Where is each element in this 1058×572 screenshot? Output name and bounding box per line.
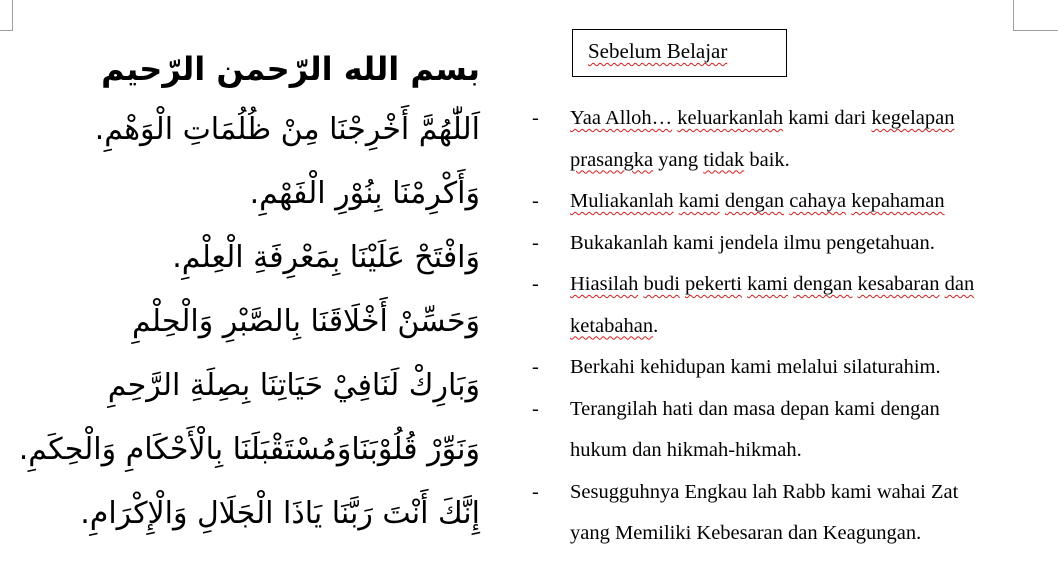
bullet-dash: - bbox=[532, 231, 539, 254]
spellcheck-flagged-word: pekerti bbox=[685, 273, 742, 295]
bullet-dash: - bbox=[532, 356, 539, 378]
spellcheck-flagged-word: prasangka bbox=[570, 148, 654, 171]
spellcheck-flagged-word: kami bbox=[678, 190, 720, 212]
page-corner-mark-left bbox=[0, 0, 13, 31]
translation-item bbox=[528, 347, 1048, 389]
translation-line bbox=[570, 223, 1048, 265]
spellcheck-flagged-word: dengan bbox=[793, 273, 853, 295]
translation-line bbox=[570, 181, 1048, 223]
translation-line bbox=[570, 264, 1048, 306]
translation-line bbox=[570, 513, 1048, 555]
bullet-dash: - bbox=[532, 480, 539, 503]
spellcheck-flagged-word: ketabahan bbox=[570, 314, 654, 337]
spellcheck-flagged-word: kepahaman bbox=[851, 190, 945, 212]
basmala-title: بسم الله الرّحمن الرّحيم bbox=[101, 50, 480, 88]
translation-line bbox=[570, 389, 1048, 431]
text-run: Bukakanlah kami jendela ilmu pengetahuan. bbox=[570, 231, 935, 254]
translation-line bbox=[570, 472, 1048, 514]
translation-item bbox=[528, 223, 1048, 265]
translation-item bbox=[528, 389, 1048, 472]
translation-line bbox=[570, 306, 1048, 348]
arabic-line: وَنَوِّرْ قُلُوْبَنَاوَمُسْتَقْبَلَنَا بِالْأَحْكَامِ وَالْحِكَمِ. bbox=[18, 432, 480, 467]
spellcheck-flagged-word: kami bbox=[747, 273, 789, 295]
arabic-line: وَحَسِّنْ أَخْلَاقَنَا بِالصَّبْرِ وَالْحِلْمِ bbox=[131, 304, 480, 339]
spellcheck-flagged-word: Muliakanlah bbox=[570, 190, 674, 212]
spellcheck-flagged-word: budi bbox=[643, 273, 680, 295]
text-run: baik. bbox=[744, 148, 790, 171]
arabic-line: وَأَكْرِمْنَا بِنُوْرِ الْفَهْمِ. bbox=[249, 176, 480, 211]
translation-item bbox=[528, 98, 1048, 181]
spellcheck-flagged-word: keluarkanlah bbox=[677, 107, 784, 129]
translation-line bbox=[570, 430, 1048, 472]
spellcheck-flagged-word: Yaa Alloh… bbox=[570, 107, 673, 129]
spellcheck-flagged-word: cahaya bbox=[789, 190, 847, 212]
text-run: yang bbox=[653, 148, 704, 171]
bullet-dash: - bbox=[532, 190, 539, 212]
spellcheck-flagged-word: dan bbox=[944, 273, 975, 295]
bullet-dash: - bbox=[532, 397, 539, 420]
arabic-line: وَبَارِكْ لَنَافِيْ حَيَاتِنَا بِصِلَةِ الرَّحِمِ bbox=[107, 368, 480, 403]
arabic-line: إِنَّكَ أَنْتَ رَبَّنَا يَاذَا الْجَلَالِ وَالْإِكْرَامِ. bbox=[80, 496, 480, 531]
spellcheck-flagged-word: kegelapan bbox=[871, 107, 955, 129]
heading-title: Sebelum Belajar bbox=[588, 39, 728, 63]
translation-item bbox=[528, 181, 1048, 223]
spellcheck-flagged-word: kesabaran bbox=[857, 273, 940, 295]
bullet-dash: - bbox=[532, 273, 539, 295]
text-run: . bbox=[653, 314, 659, 337]
text-run: Terangilah hati dan masa depan kami dengan bbox=[570, 397, 940, 420]
page-corner-mark-right bbox=[1013, 0, 1058, 31]
spellcheck-flagged-word: dengan bbox=[724, 190, 785, 212]
translation-line bbox=[570, 140, 1048, 182]
translation-line bbox=[570, 98, 1048, 140]
text-run: yang Memiliki Kebesaran dan Keagungan. bbox=[570, 522, 922, 544]
translation-list bbox=[528, 98, 1048, 555]
translation-item bbox=[528, 264, 1048, 347]
arabic-prayer bbox=[10, 40, 480, 546]
arabic-line: اَللّٰهُمَّ أَخْرِجْنَا مِنْ ظُلُمَاتِ الْوَهْمِ. bbox=[94, 112, 480, 147]
text-run: Sesugguhnya Engkau lah Rabb kami wahai Zat bbox=[570, 480, 959, 503]
text-run: kami dari bbox=[783, 107, 872, 129]
text-run: Berkahi kehidupan kami melalui silaturahim. bbox=[570, 356, 941, 378]
spellcheck-flagged-word: Hiasilah bbox=[570, 273, 639, 295]
spellcheck-flagged-word: tidak bbox=[703, 148, 745, 171]
translation-item bbox=[528, 472, 1048, 555]
text-run: hukum dan hikmah-hikmah. bbox=[570, 439, 802, 461]
arabic-line: وَافْتَحْ عَلَيْنَا بِمَعْرِفَةِ الْعِلْمِ. bbox=[172, 240, 480, 275]
translation-line bbox=[570, 347, 1048, 389]
heading-text-box bbox=[572, 29, 787, 77]
bullet-dash: - bbox=[532, 107, 539, 129]
